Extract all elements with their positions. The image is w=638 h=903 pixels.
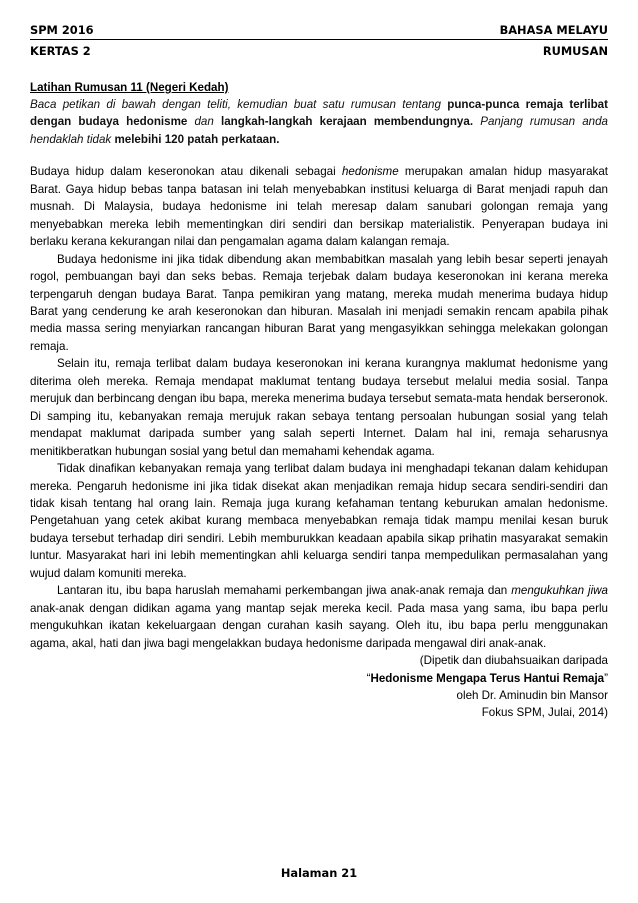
header-row-1 (30, 22, 608, 40)
header-row-2 (30, 43, 608, 60)
instruction-bold-3: melebihi 120 patah perkataan. (114, 132, 280, 146)
citation (30, 652, 608, 722)
header-section: RUMUSAN (542, 44, 608, 58)
header-paper: KERTAS 2 (30, 44, 91, 58)
citation-title: Hedonisme Mengapa Terus Hantui Remaja (370, 671, 605, 685)
paragraph-2: Budaya hedonisme ini jika tidak dibendung akan membabitkan masalah yang lebih besar seperti jenayah rogol, pembuangan bayi dan seks bebas. Remaja terjebak dalam budaya keseronokan ini kerana mereka terpengaruh dengan budaya Barat. Tanpa pemikiran yang matang, mereka mudah menerima budaya hidup Barat yang cenderung ke arah keseronokan dan hiburan. Masalah ini menjadi semakin rencam apabila pihak media massa sering menyiarkan rancangan hiburan Barat yang mengasyikkan sehingga melekakan golongan remaja. (30, 252, 608, 353)
citation-line-2 (30, 670, 608, 687)
citation-author: oleh Dr. Aminudin bin Mansor (456, 688, 608, 702)
citation-source: Fokus SPM, Julai, 2014) (481, 706, 608, 720)
instruction-text-1: Baca petikan di bawah dengan teliti, kemudian buat satu rumusan tentang (30, 98, 448, 111)
instruction-text-3: Panjang rumusan anda hendaklah tidak (30, 115, 608, 146)
instruction-text-2: dan (187, 115, 221, 129)
exercise-title: Latihan Rumusan 11 (Negeri Kedah) (30, 81, 229, 94)
citation-quote-open: “ (366, 671, 371, 685)
paragraph-1 (30, 163, 608, 250)
paragraph-4: Tidak dinafikan kebanyakan remaja yang terlibat dalam budaya ini menghadapi tekanan dalam kehidupan mereka. Pengaruh hedonisme ini jika tidak disekat akan menjadikan remaja hidup secara sendiri-sendiri dan tidak kisah tentang hal orang lain. Remaja juga kurang kefahaman tentang keburukan amalan hedonisme. Pengetahuan yang cetek akibat kurang membaca menyebabkan remaja tidak mampu menilai kesan buruk budaya tersebut terhadap diri sendiri. Lebih memburukkan keadaan apabila sikap prihatin masyarakat semakin luntur. Masyarakat hari ini lebih mementingkan ahli keluarga sendiri tanpa mempedulikan permasalahan yang wujud dalam komuniti mereka. (30, 462, 608, 580)
paragraph-5 (30, 582, 608, 652)
paragraph-1-text-b: merupakan amalan hidup masyarakat Barat. Gaya hidup bebas tanpa batasan ini telah menyebabkan institusi keluarga di Barat menjadi rapuh dan musnah. Di Malaysia, budaya hedonisme ini telah meresap dalam sanubari golongan remaja yang menyebabkan mereka lebih mementingkan diri sendiri dan bersikap materialistik. Penyerapan budaya ini berlaku kerana kekurangan nilai dan pengamalan agama dalam kalangan remaja. (30, 165, 608, 249)
paragraph-5-text-a: Lantaran itu, ibu bapa haruslah memahami perkembangan jiwa anak-anak remaja dan (57, 584, 512, 598)
header-subject: BAHASA MELAYU (499, 23, 608, 37)
paragraph-1-italic: hedonisme (341, 165, 399, 179)
page (30, 22, 608, 722)
citation-line-1: (Dipetik dan diubahsuaikan daripada (419, 654, 608, 668)
header-exam: SPM 2016 (30, 23, 94, 37)
paragraph-3: Selain itu, remaja terlibat dalam budaya keseronokan ini kerana kurangnya maklumat hedonisme yang diterima oleh mereka. Remaja mendapat maklumat tentang budaya tersebut melalui media sosial. Tanpa merujuk dan berbincang dengan ibu bapa, mereka menerima budaya tersebut semata-mata hendak berseronok. Di samping itu, kebanyakan remaja merujuk rakan sebaya tentang persoalan hubungan sosial yang telah mendapat maklumat daripada sumber yang salah seperti Internet. Dalam hal ini, remaja seharusnya menitikberatkan hubungan sosial yang betul dan memahami kehendak agama. (30, 357, 608, 458)
citation-quote-close: ” (604, 671, 608, 685)
page-number: Halaman 21 (280, 866, 358, 880)
paragraph-5-italic: mengukuhkan jiwa (511, 584, 608, 598)
instruction (30, 96, 608, 148)
instruction-bold-1: punca-punca remaja terlibat dengan budaya hedonisme (30, 98, 608, 129)
paragraph-5-text-b: anak-anak dengan didikan agama yang mantap sejak mereka kecil. Pada masa yang sama, ibu bapa perlu mengukuhkan ikatan kekeluargaan dengan curahan kasih sayang. Oleh itu, ibu bapa perlu menggunakan agama, akal, hati dan jiwa bagi mengelakkan budaya hedonisme daripada mengawal diri anak-anak. (30, 601, 608, 650)
instruction-bold-2: langkah-langkah kerajaan membendungnya. (221, 115, 474, 129)
paragraph-1-text-a: Budaya hidup dalam keseronokan atau dikenali sebagai (30, 165, 342, 179)
